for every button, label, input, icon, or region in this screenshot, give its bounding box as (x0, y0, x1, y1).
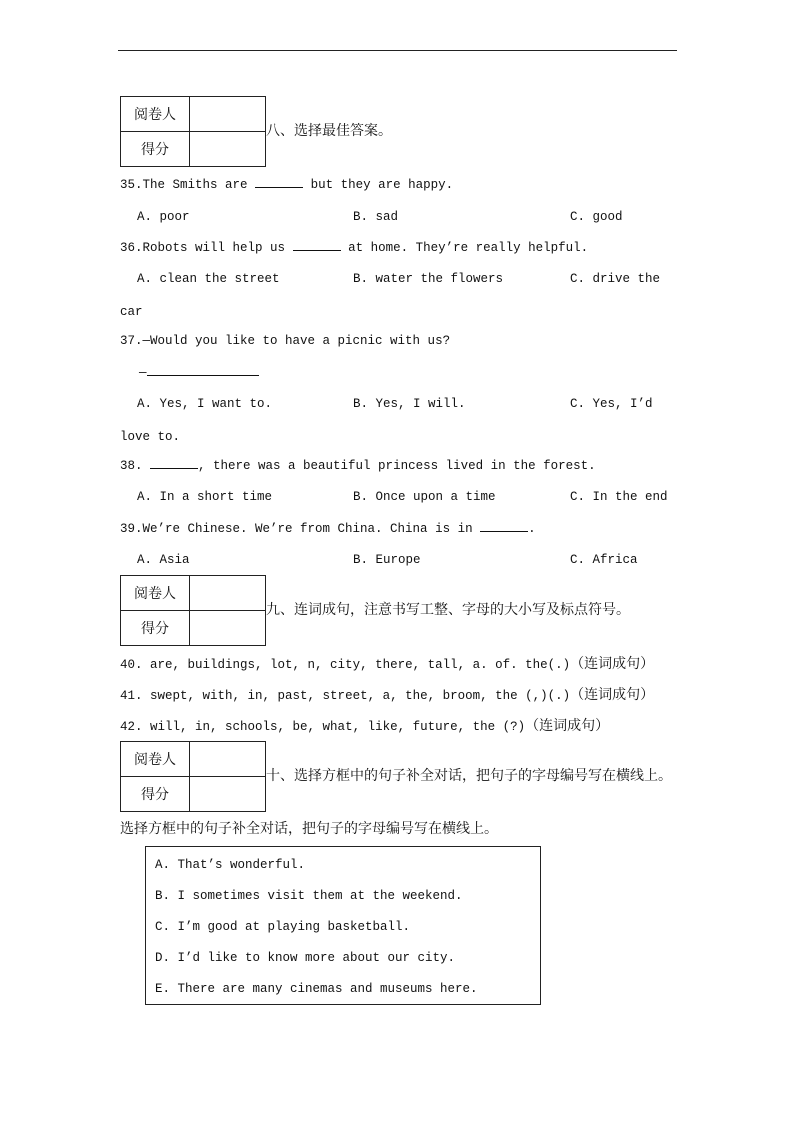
answer-blank[interactable] (150, 468, 198, 469)
question-39: 39.We’re Chinese. We’re from China. China is in . (120, 522, 536, 536)
question-37: 37.—Would you like to have a picnic with us? (120, 334, 451, 348)
option-39-a[interactable]: A. Asia (137, 553, 190, 567)
option-38-c[interactable]: C. In the end (570, 490, 668, 504)
section10-instruction: 选择方框中的句子补全对话，把句子的字母编号写在横线上。 (120, 821, 498, 837)
score-label: 得分 (121, 132, 190, 167)
choice-b: B. I sometimes visit them at the weekend. (155, 889, 463, 903)
section9-title: 九、连词成句，注意书写工整、字母的大小写及标点符号。 (266, 602, 630, 618)
option-39-b[interactable]: B. Europe (353, 553, 421, 567)
score-table-section8 (120, 96, 266, 167)
option-37-a[interactable]: A. Yes, I want to. (137, 397, 273, 411)
question-37-answer-line: — (139, 365, 259, 381)
option-39-c[interactable]: C. Africa (570, 553, 638, 567)
score-table-section9 (120, 575, 266, 646)
option-36-c[interactable]: C. drive the (570, 272, 661, 286)
question-41: 41. swept, with, in, past, street, a, the, broom, the (,)(.)（连词成句） (120, 687, 655, 703)
section10-title: 十、选择方框中的句子补全对话，把句子的字母编号写在横线上。 (266, 768, 672, 784)
question-36: 36.Robots will help us at home. They’re really helpful. (120, 241, 589, 255)
option-36-b[interactable]: B. water the flowers (353, 272, 504, 286)
reviewer-blank[interactable] (190, 742, 266, 777)
section8-title: 八、选择最佳答案。 (266, 123, 392, 139)
choice-e: E. There are many cinemas and museums here. (155, 982, 478, 996)
score-blank[interactable] (190, 777, 266, 812)
score-label: 得分 (121, 611, 190, 646)
option-35-b[interactable]: B. sad (353, 210, 399, 224)
question-35: 35.The Smiths are but they are happy. (120, 178, 454, 192)
choice-c: C. I’m good at playing basketball. (155, 920, 411, 934)
question-42: 42. will, in, schools, be, what, like, future, the (?)（连词成句） (120, 718, 610, 734)
answer-blank[interactable] (293, 250, 341, 251)
option-37-c[interactable]: C. Yes, I’d (570, 397, 653, 411)
option-37-c-wrap: love to. (120, 430, 181, 444)
reviewer-label: 阅卷人 (121, 742, 190, 777)
answer-blank[interactable] (480, 531, 528, 532)
reviewer-blank[interactable] (190, 97, 266, 132)
choice-a: A. That’s wonderful. (155, 858, 306, 872)
reviewer-label: 阅卷人 (121, 576, 190, 611)
question-38: 38. , there was a beautiful princess lived in the forest. (120, 459, 596, 473)
option-36-a[interactable]: A. clean the street (137, 272, 280, 286)
score-blank[interactable] (190, 132, 266, 167)
score-blank[interactable] (190, 611, 266, 646)
choice-d: D. I’d like to know more about our city. (155, 951, 456, 965)
question-40: 40. are, buildings, lot, n, city, there, tall, a. of. the(.)（连词成句） (120, 656, 655, 672)
option-35-c[interactable]: C. good (570, 210, 623, 224)
header-rule (118, 50, 677, 51)
reviewer-blank[interactable] (190, 576, 266, 611)
option-38-b[interactable]: B. Once upon a time (353, 490, 496, 504)
score-label: 得分 (121, 777, 190, 812)
answer-blank[interactable] (147, 375, 259, 376)
option-37-b[interactable]: B. Yes, I will. (353, 397, 466, 411)
option-38-a[interactable]: A. In a short time (137, 490, 273, 504)
option-36-c-wrap: car (120, 305, 143, 319)
score-table-section10 (120, 741, 266, 812)
answer-blank[interactable] (255, 187, 303, 188)
option-35-a[interactable]: A. poor (137, 210, 190, 224)
reviewer-label: 阅卷人 (121, 97, 190, 132)
choices-box (145, 846, 541, 1005)
